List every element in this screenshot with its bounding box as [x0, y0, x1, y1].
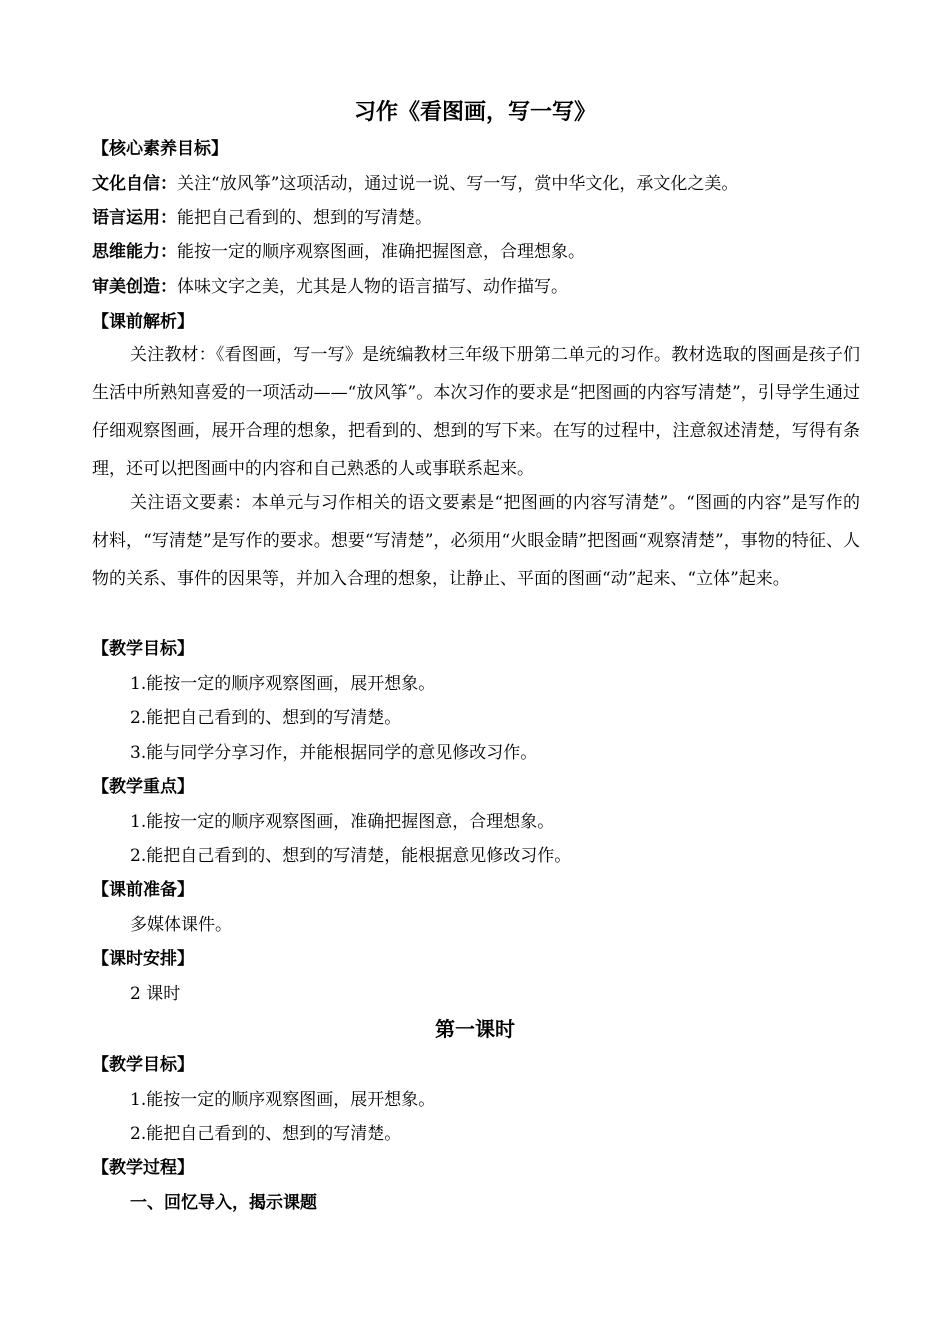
core-goal-label: 语言运用： [92, 208, 177, 228]
process-heading: 【教学过程】 [92, 1158, 194, 1178]
key-point-item: 2.能把自己看到的、想到的写清楚，能根据意见修改习作。 [130, 846, 572, 866]
analysis-paragraph: 关注教材：《看图画，写一写》是统编教材三年级下册第二单元的习作。教材选取的图画是孩子们生活中所熟知喜爱的一项活动——“放风筝”。本次习作的要求是“把图画的内容写清楚”，引导学生通过仔细观察图画，展开合理的想象，把看到的、想到的写下来。在写的过程中，注意叙述清楚，写得有条理，还可以把图画中的内容和自己熟悉的人或事联系起来。 [92, 345, 860, 479]
lesson-goal-item: 2.能把自己看到的、想到的写清楚。 [130, 1124, 402, 1144]
lesson-goals-heading: 【教学目标】 [92, 1055, 194, 1075]
preparation-heading: 【课前准备】 [92, 880, 194, 900]
core-goal-text: 能按一定的顺序观察图画，准确把握图意，合理想象。 [177, 242, 585, 262]
key-points-heading: 【教学重点】 [92, 777, 194, 797]
teaching-goals-heading: 【教学目标】 [92, 639, 194, 659]
core-goal-text: 能把自己看到的、想到的写清楚。 [177, 208, 432, 228]
lesson-goal-item: 1.能按一定的顺序观察图画，展开想象。 [130, 1090, 436, 1110]
core-goal-item [92, 172, 738, 196]
core-goal-text: 体味文字之美，尤其是人物的语言描写、动作描写。 [177, 277, 568, 297]
core-goal-label: 思维能力： [92, 242, 177, 262]
core-goal-text: 关注“放风筝”这项活动，通过说一说、写一写，赏中华文化，承文化之美。 [177, 174, 739, 194]
analysis-heading: 【课前解析】 [92, 312, 194, 332]
core-goal-item [92, 206, 432, 230]
core-goal-item [92, 240, 585, 264]
core-goals-heading: 【核心素养目标】 [92, 139, 228, 159]
schedule-heading: 【课时安排】 [92, 949, 194, 969]
core-goal-item [92, 275, 568, 299]
key-point-item: 1.能按一定的顺序观察图画，准确把握图意，合理想象。 [130, 812, 555, 832]
teaching-goal-item: 2.能把自己看到的、想到的写清楚。 [130, 708, 402, 728]
core-goal-label: 审美创造： [92, 277, 177, 297]
schedule-text: 2 课时 [130, 984, 181, 1004]
lesson-title: 第一课时 [435, 1017, 515, 1041]
core-goal-label: 文化自信： [92, 174, 177, 194]
teaching-goal-item: 3.能与同学分享习作，并能根据同学的意见修改习作。 [130, 743, 538, 763]
preparation-text: 多媒体课件。 [130, 915, 232, 935]
teaching-goal-item: 1.能按一定的顺序观察图画，展开想象。 [130, 674, 436, 694]
process-step-heading: 一、回忆导入，揭示课题 [130, 1193, 317, 1213]
analysis-paragraph: 关注语文要素：本单元与习作相关的语文要素是“把图画的内容写清楚”。“图画的内容”是写作的材料，“写清楚”是写作的要求。想要“写清楚”，必须用“火眼金睛”把图画“观察清楚”，事物的特征、人物的关系、事件的因果等，并加入合理的想象，让静止、平面的图画“动”起来、“立体”起来。 [92, 493, 860, 589]
document-title: 习作《看图画，写一写》 [353, 99, 596, 125]
